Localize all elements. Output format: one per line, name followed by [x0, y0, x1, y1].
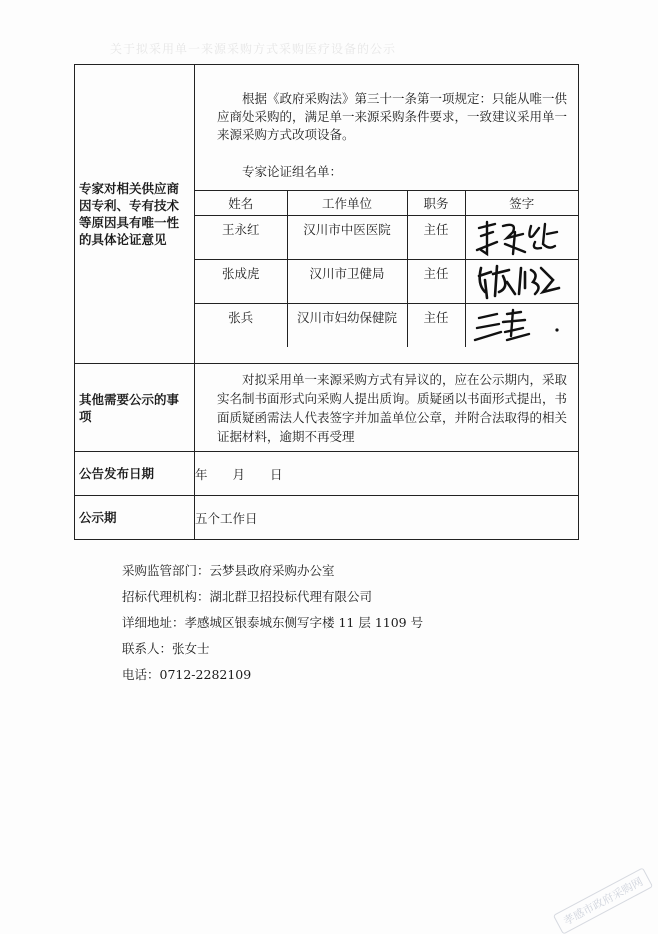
expert-title: 主任	[407, 216, 465, 260]
handwritten-signature-icon	[473, 214, 573, 258]
watermark-stamp: 孝感市政府采购网	[553, 867, 653, 934]
contact-info	[122, 558, 423, 688]
other-matters-cell	[195, 364, 579, 452]
publish-date-value: 年 月 日	[195, 452, 579, 496]
other-matters-label: 其他需要公示的事项	[75, 364, 195, 452]
expert-opinion-label: 专家对相关供应商因专利、专有技术等原因具有唯一性的具体论证意见	[75, 65, 195, 364]
expert-list-title: 专家论证组名单：	[242, 164, 343, 179]
address-line: 详细地址：孝感城区银泰城东侧写字楼 11 层 1109 号	[122, 615, 424, 630]
expert-title: 主任	[407, 304, 465, 348]
other-matters-text: 对拟采用单一来源采购方式有异议的，应在公示期内，采取实名制书面形式向采购人提出质询。质疑函以书面形式提出，书面质疑函需法人代表签字并加盖单位公章，并附合法取得的相关证据材料，逾期不再受理	[217, 371, 568, 444]
expert-name: 张兵	[195, 304, 287, 348]
supervisor-line: 采购监管部门：云梦县政府采购办公室	[122, 563, 335, 578]
column-header: 职务	[407, 191, 465, 216]
publish-date-label: 公告发布日期	[75, 452, 195, 496]
expert-opinion-text: 根据《政府采购法》第三十一条第一项规定：只能从唯一供应商处采购的，满足单一来源采购条件要求，一致建议采用单一来源采购方式改项设备。	[217, 91, 568, 142]
announcement-table	[74, 64, 579, 540]
period-value: 五个工作日	[195, 496, 579, 540]
period-row	[75, 496, 579, 540]
contact-line: 联系人：张女士	[122, 641, 210, 656]
period-label: 公示期	[75, 496, 195, 540]
column-header: 签字	[465, 191, 578, 216]
expert-opinion-cell	[195, 65, 579, 364]
phone-line: 电话：0712-2282109	[122, 667, 252, 682]
column-header: 工作单位	[287, 191, 407, 216]
expert-name: 王永红	[195, 216, 287, 260]
expert-list-header	[195, 191, 578, 216]
expert-list-table	[195, 190, 578, 347]
agency-line: 招标代理机构：湖北群卫招投标代理有限公司	[122, 589, 373, 604]
expert-name: 张成虎	[195, 260, 287, 304]
signature-cell	[465, 304, 578, 348]
other-matters-row	[75, 364, 579, 452]
publish-date-row	[75, 452, 579, 496]
signature-cell	[465, 216, 578, 260]
expert-row	[195, 304, 578, 348]
expert-unit: 汉川市中医医院	[287, 216, 407, 260]
handwritten-signature-icon	[473, 302, 573, 346]
expert-title: 主任	[407, 260, 465, 304]
column-header: 姓名	[195, 191, 287, 216]
handwritten-signature-icon	[473, 258, 573, 302]
faint-header-text: 关于拟采用单一来源采购方式采购医疗设备的公示	[110, 42, 397, 56]
expert-row	[195, 216, 578, 260]
expert-unit: 汉川市妇幼保健院	[287, 304, 407, 348]
expert-row	[195, 260, 578, 304]
expert-unit: 汉川市卫健局	[287, 260, 407, 304]
signature-cell	[465, 260, 578, 304]
expert-opinion-row	[75, 65, 579, 364]
